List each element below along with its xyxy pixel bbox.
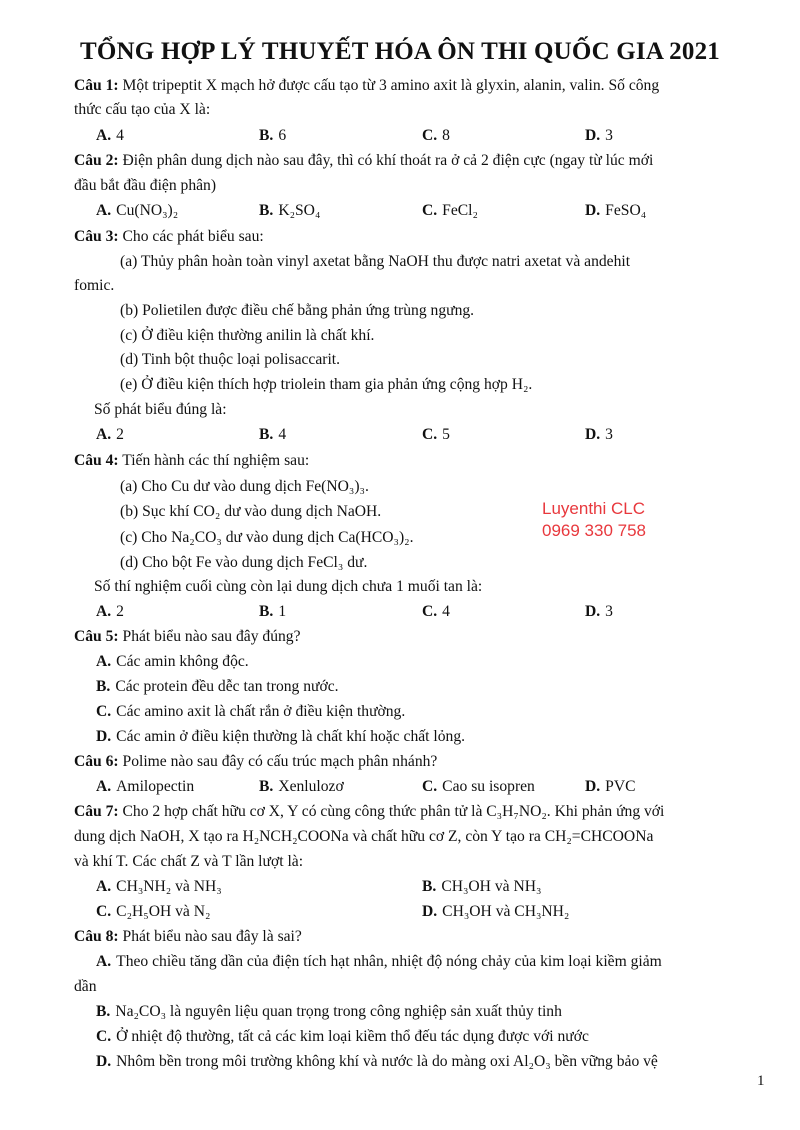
page-title: TỔNG HỢP LÝ THUYẾT HÓA ÔN THI QUỐC GIA 2021 [80,38,720,65]
page-number: 1 [757,1073,765,1089]
option-d: D. Các amin ở điều kiện thường là chất khí hoặc chất lỏng. [96,728,466,745]
statement-b: (b) Polietilen được điều chế bằng phản ứng trùng ngưng. [120,302,475,319]
question-4 [74,449,766,473]
option-a: A. Amilopectin [96,778,195,795]
option-a: A. 2 [96,603,124,620]
question-label: Câu 8: [74,928,119,945]
option-b: B. 4 [259,426,287,443]
question-text: Cho 2 hợp chất hữu cơ X, Y có cùng công thức phân tử là C₃H₇NO₂. Khi phản ứng với [122,803,665,820]
experiment-c: (c) Cho Na₂CO₃ dư vào dung dịch Ca(HCO₃)₂. [120,529,414,546]
option-d: D. CH₃OH và CH₃NH₂ [422,903,570,920]
question-prompt: Số phát biểu đúng là: [94,401,227,418]
option-d: D. 3 [585,603,613,620]
option-b: B. Xenlulozơ [259,778,344,795]
question-3 [74,225,766,249]
option-c: C. Các amino axit là chất rắn ở điều kiện thường. [96,703,406,720]
option-a: A. Theo chiều tăng dần của điện tích hạt nhân, nhiệt độ nóng chảy của kim loại kiềm giảm [96,953,662,970]
option-c: C. 5 [422,426,450,443]
option-b: B. 6 [259,127,287,144]
question-text-cont: và khí T. Các chất Z và T lần lượt là: [74,853,304,870]
question-label: Câu 6: [74,753,119,770]
option-d: D. 3 [585,426,613,443]
option-b: B. Các protein đều dễc tan trong nước. [96,678,339,695]
option-d: D. PVC [585,778,636,795]
watermark-name: Luyenthi CLC [542,499,646,518]
option-a: A. CH₃NH₂ và NH₃ [96,878,222,895]
question-prompt: Số thí nghiệm cuối cùng còn lại dung dịch chưa 1 muối tan là: [94,578,483,595]
question-label: Câu 1: [74,77,119,94]
question-label: Câu 2: [74,152,119,169]
option-a-cont: dần [74,978,97,995]
statement-a: (a) Thủy phân hoàn toàn vinyl axetat bằng NaOH thu được natri axetat và andehit [120,253,631,270]
option-c: C. FeCl₂ [422,202,478,219]
option-a: A. Cu(NO₃)₂ [96,202,179,219]
question-6 [74,750,766,774]
question-text: Tiến hành các thí nghiệm sau: [122,452,310,469]
question-text: Điện phân dung dịch nào sau đây, thì có khí thoát ra ở cả 2 điện cực (ngay từ lúc mới [122,152,654,169]
option-c: C. Cao su isopren [422,778,535,795]
question-text: Phát biểu nào sau đây là sai? [122,928,302,945]
question-7 [74,800,766,824]
option-d: D. 3 [585,127,613,144]
question-text: Một tripeptit X mạch hở được cấu tạo từ 3 amino axit là glyxin, alanin, valin. Số công [122,77,660,94]
question-text-cont: đầu bắt đầu điện phân) [74,177,217,194]
statement-a-cont: fomic. [74,277,115,294]
option-b: B. 1 [259,603,287,620]
question-label: Câu 5: [74,628,119,645]
question-2 [74,149,766,173]
question-label: Câu 4: [74,452,119,469]
option-a: A. 2 [96,426,124,443]
statement-e: (e) Ở điều kiện thích hợp triolein tham gia phản ứng cộng hợp H₂. [120,376,533,393]
question-label: Câu 7: [74,803,119,820]
question-text-cont: dung dịch NaOH, X tạo ra H₂NCH₂COONa và chất hữu cơ Z, còn Y tạo ra CH₂=CHCOONa [74,828,654,845]
question-label: Câu 3: [74,228,119,245]
statement-d: (d) Tinh bột thuộc loại polisaccarit. [120,351,341,368]
option-d: D. Nhôm bền trong môi trường không khí và nước là do màng oxi Al₂O₃ bền vững bảo vệ [96,1053,658,1070]
experiment-d: (d) Cho bột Fe vào dung dịch FeCl₃ dư. [120,554,368,571]
watermark-phone: 0969 330 758 [542,521,646,540]
option-b: B. Na₂CO₃ là nguyên liệu quan trọng trong công nghiệp sản xuất thủy tinh [96,1003,562,1020]
option-d: D. FeSO₄ [585,202,647,219]
option-c: C. Ở nhiệt độ thường, tất cả các kim loại kiềm thổ đếu tác dụng được với nước [96,1028,589,1045]
question-text: Phát biểu nào sau đây đúng? [122,628,301,645]
question-5 [74,625,766,649]
question-text: Cho các phát biểu sau: [122,228,264,245]
option-c: C. C₂H₅OH và N₂ [96,903,211,920]
option-b: B. K₂SO₄ [259,202,321,219]
question-text-cont: thức cấu tạo của X là: [74,101,211,118]
question-text: Polime nào sau đây có cấu trúc mạch phân nhánh? [122,753,438,770]
experiment-b: (b) Sục khí CO₂ dư vào dung dịch NaOH. [120,503,382,520]
experiment-a: (a) Cho Cu dư vào dung dịch Fe(NO₃)₃. [120,478,369,495]
option-a: A. Các amin không độc. [96,653,249,670]
statement-c: (c) Ở điều kiện thường anilin là chất khí. [120,327,375,344]
option-c: C. 4 [422,603,450,620]
option-a: A. 4 [96,127,124,144]
question-8 [74,925,766,949]
question-1 [74,74,766,98]
option-b: B. CH₃OH và NH₃ [422,878,542,895]
option-c: C. 8 [422,127,450,144]
